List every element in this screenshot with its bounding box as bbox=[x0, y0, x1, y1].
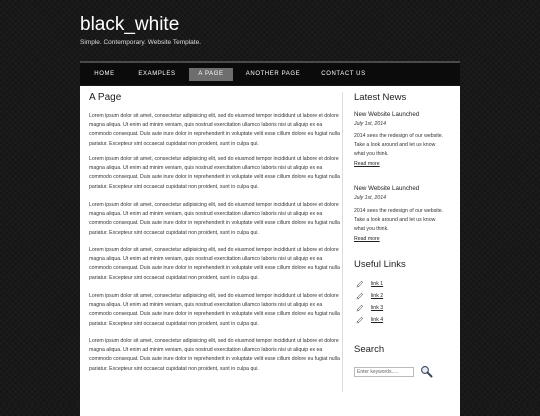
menu-item-another-page[interactable]: ANOTHER PAGE bbox=[245, 71, 301, 77]
pencil-icon bbox=[356, 292, 364, 300]
latest-news-heading: Latest News bbox=[354, 92, 407, 103]
page-title: A Page bbox=[89, 92, 122, 103]
pencil-icon bbox=[356, 280, 364, 288]
search-heading: Search bbox=[354, 344, 385, 355]
column-divider bbox=[342, 92, 343, 392]
news-date: July 1st, 2014 bbox=[354, 121, 387, 127]
pencil-icon bbox=[356, 316, 364, 324]
useful-link-label[interactable]: link 1 bbox=[371, 281, 384, 287]
read-more-link[interactable]: Read more bbox=[354, 236, 380, 242]
content-paragraph: Lorem ipsum dolor sit amet, consectetur adipisicing elit, sed do eiusmod tempor incididunt ut labore et dolore magna aliqua. Ut enim ad minim veniam, quis nostrud exercitation ullamco laboris nisi ut aliquip ex ea commodo consequat. Duis aute irure dolor in reprehenderit in voluptate velit esse cillum dolore eu fugiat nulla pariatur. Excepteur sint occaecat cupidatat non proident, sunt in culpa qui. bbox=[89, 338, 340, 372]
menu-item-home[interactable]: HOME bbox=[94, 71, 115, 77]
pencil-icon bbox=[356, 304, 364, 312]
news-body: 2014 sees the redesign of our website. Take a look around and let us know what you think. bbox=[354, 133, 444, 158]
read-more-link[interactable]: Read more bbox=[354, 161, 380, 167]
news-body: 2014 sees the redesign of our website. Take a look around and let us know what you think. bbox=[354, 208, 444, 233]
useful-link-label[interactable]: link 2 bbox=[371, 293, 384, 299]
site-slogan: Simple. Contemporary. Website Template. bbox=[80, 39, 202, 46]
content-paragraph: Lorem ipsum dolor sit amet, consectetur adipisicing elit, sed do eiusmod tempor incididunt ut labore et dolore magna aliqua. Ut enim ad minim veniam, quis nostrud exercitation ullamco laboris nisi ut aliquip ex ea commodo consequat. Duis aute irure dolor in reprehenderit in voluptate velit esse cillum dolore eu fugiat nulla pariatur. Excepteur sint occaecat cupidatat non proident, sunt in culpa qui. bbox=[89, 113, 340, 147]
useful-link-label[interactable]: link 3 bbox=[371, 305, 384, 311]
menu-item-a-page[interactable]: A PAGE bbox=[189, 68, 233, 81]
news-title: New Website Launched bbox=[354, 185, 420, 192]
search-icon[interactable] bbox=[420, 365, 433, 378]
main-menu bbox=[80, 61, 460, 85]
site-logo[interactable] bbox=[80, 14, 201, 47]
useful-link-label[interactable]: link 4 bbox=[371, 317, 384, 323]
news-date: July 1st, 2014 bbox=[354, 195, 387, 201]
content-paragraph: Lorem ipsum dolor sit amet, consectetur adipisicing elit, sed do eiusmod tempor incididunt ut labore et dolore magna aliqua. Ut enim ad minim veniam, quis nostrud exercitation ullamco laboris nisi ut aliquip ex ea commodo consequat. Duis aute irure dolor in reprehenderit in voluptate velit esse cillum dolore eu fugiat nulla pariatur. Excepteur sint occaecat cupidatat non proident, sunt in culpa qui. bbox=[89, 202, 340, 236]
menu-item-contact-us[interactable]: CONTACT US bbox=[321, 71, 366, 77]
menu-item-examples[interactable]: EXAMPLES bbox=[138, 71, 176, 77]
site-title[interactable]: black_white bbox=[80, 14, 180, 35]
useful-links-heading: Useful Links bbox=[354, 259, 406, 270]
content-area bbox=[80, 86, 460, 416]
news-title: New Website Launched bbox=[354, 111, 420, 118]
content-paragraph: Lorem ipsum dolor sit amet, consectetur adipisicing elit, sed do eiusmod tempor incididunt ut labore et dolore magna aliqua. Ut enim ad minim veniam, quis nostrud exercitation ullamco laboris nisi ut aliquip ex ea commodo consequat. Duis aute irure dolor in reprehenderit in voluptate velit esse cillum dolore eu fugiat nulla pariatur. Excepteur sint occaecat cupidatat non proident, sunt in culpa qui. bbox=[89, 247, 340, 281]
content-paragraph: Lorem ipsum dolor sit amet, consectetur adipisicing elit, sed do eiusmod tempor incididunt ut labore et dolore magna aliqua. Ut enim ad minim veniam, quis nostrud exercitation ullamco laboris nisi ut aliquip ex ea commodo consequat. Duis aute irure dolor in reprehenderit in voluptate velit esse cillum dolore eu fugiat nulla pariatur. Excepteur sint occaecat cupidatat non proident, sunt in culpa qui. bbox=[89, 156, 340, 190]
content-paragraph: Lorem ipsum dolor sit amet, consectetur adipisicing elit, sed do eiusmod tempor incididunt ut labore et dolore magna aliqua. Ut enim ad minim veniam, quis nostrud exercitation ullamco laboris nisi ut aliquip ex ea commodo consequat. Duis aute irure dolor in reprehenderit in voluptate velit esse cillum dolore eu fugiat nulla pariatur. Excepteur sint occaecat cupidatat non proident, sunt in culpa qui. bbox=[89, 293, 340, 327]
search-input[interactable] bbox=[354, 367, 414, 377]
